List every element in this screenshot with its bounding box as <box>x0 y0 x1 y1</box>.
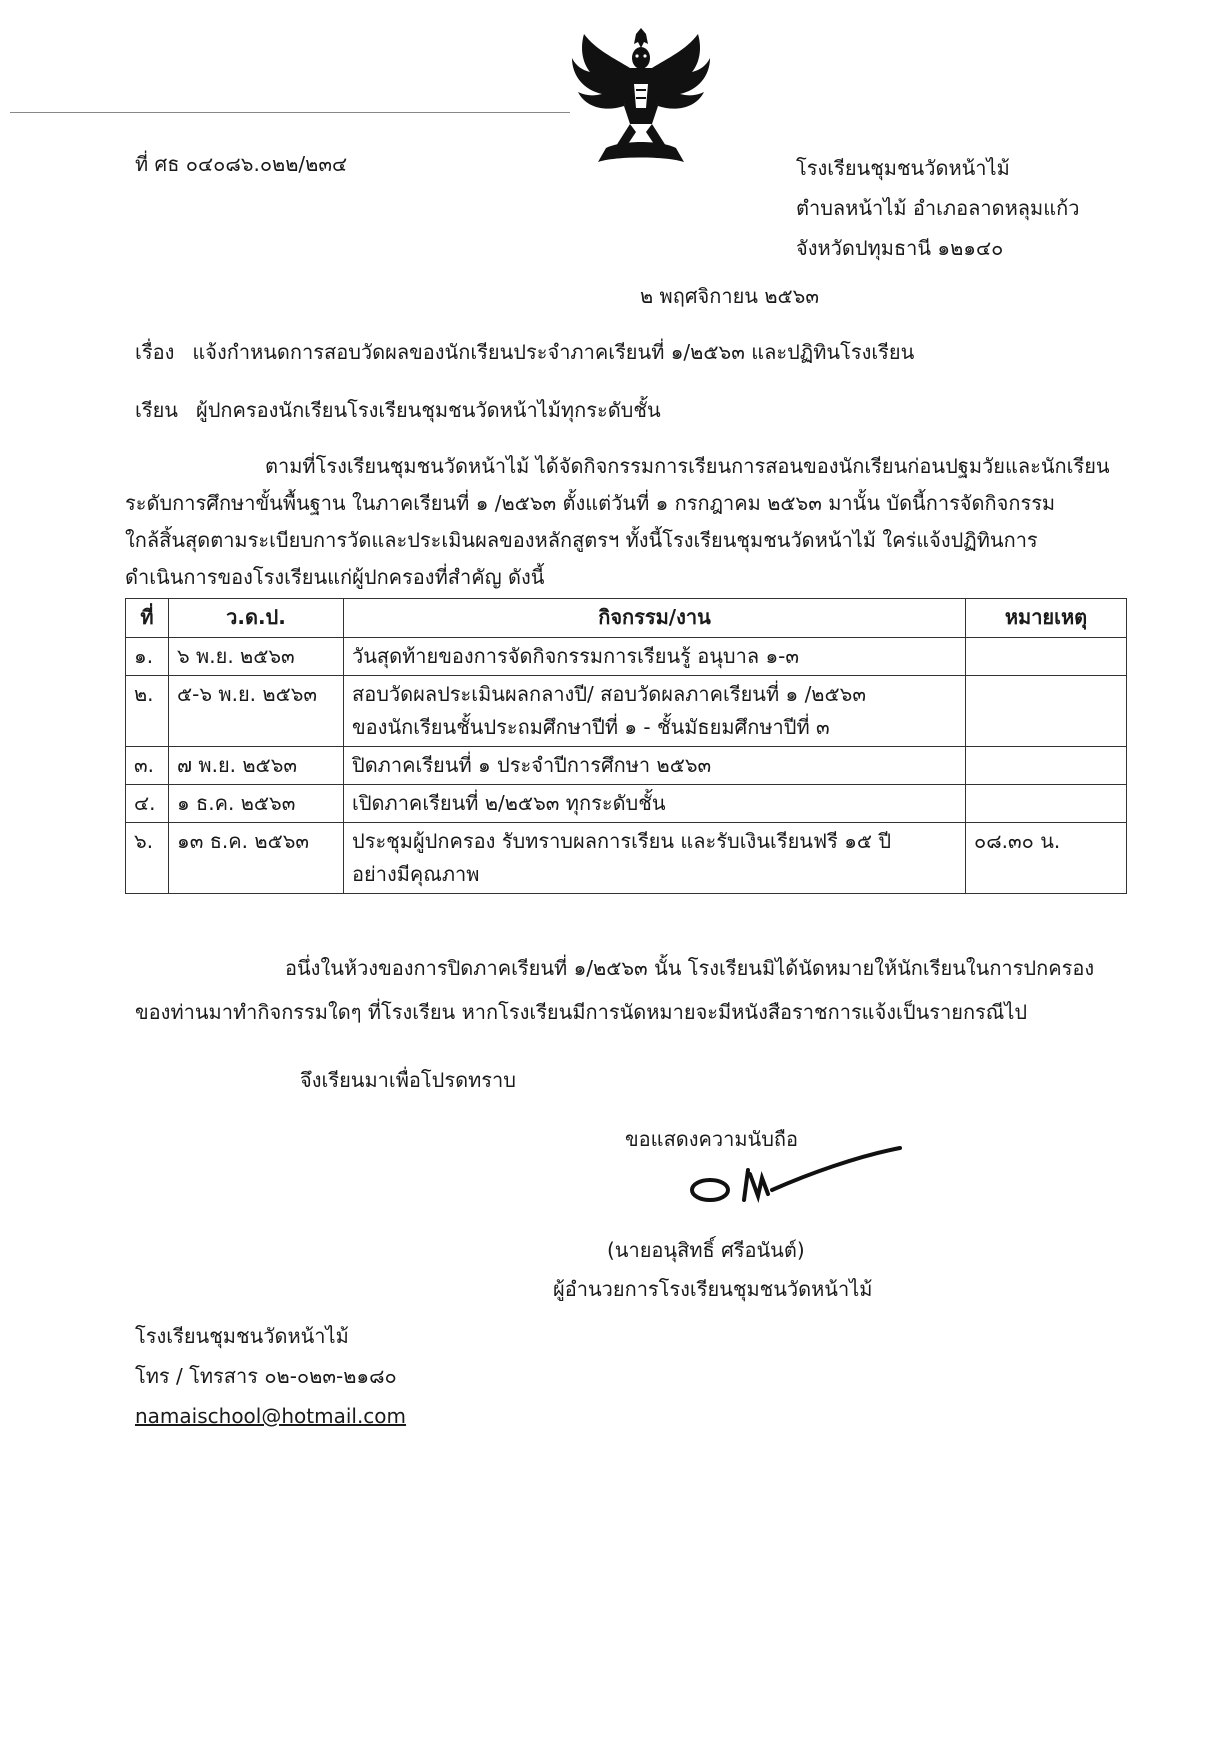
row-activity: เปิดภาคเรียนที่ ๒/๒๕๖๓ ทุกระดับชั้น <box>344 785 966 823</box>
address-line: ตำบลหน้าไม้ อำเภอลาดหลุมแก้ว <box>796 196 1080 220</box>
garuda-emblem-icon <box>566 28 716 178</box>
row-note <box>966 638 1127 676</box>
row-activity <box>344 823 966 894</box>
body-line: ดำเนินการของโรงเรียนแก่ผู้ปกครองที่สำคัญ ดังนี้ <box>125 565 545 589</box>
school-address <box>796 148 1079 268</box>
row-number: ๔. <box>126 785 169 823</box>
row-activity: ปิดภาคเรียนที่ ๑ ประจำปีการศึกษา ๒๕๖๓ <box>344 747 966 785</box>
row-activity <box>344 676 966 747</box>
activity-line: ของนักเรียนชั้นประถมศึกษาปีที่ ๑ - ชั้นมัธยมศึกษาปีที่ ๓ <box>352 715 830 739</box>
row-number: ๒. <box>126 676 169 747</box>
schedule-table <box>125 598 1127 894</box>
document-number: ที่ ศธ ๐๔๐๘๖.๐๒๒/๒๓๔ <box>135 152 348 176</box>
recipient-line <box>135 396 661 424</box>
table-row <box>126 747 1127 785</box>
row-note: ๐๘.๓๐ น. <box>966 823 1127 894</box>
signer-position: ผู้อำนวยการโรงเรียนชุมชนวัดหน้าไม้ <box>553 1277 873 1301</box>
footer-email-link[interactable]: namaischool@hotmail.com <box>135 1404 407 1428</box>
subject-text: แจ้งกำหนดการสอบวัดผลของนักเรียนประจำภาคเรียนที่ ๑/๒๕๖๓ และปฏิทินโรงเรียน <box>192 340 915 364</box>
column-header-activity: กิจกรรม/งาน <box>344 599 966 638</box>
row-number: ๑. <box>126 638 169 676</box>
row-date: ๑ ธ.ค. ๒๕๖๓ <box>169 785 344 823</box>
row-activity: วันสุดท้ายของการจัดกิจกรรมการเรียนรู้ อนุบาล ๑-๓ <box>344 638 966 676</box>
row-number: ๓. <box>126 747 169 785</box>
recipient-label: เรียน <box>135 398 178 422</box>
footer-phone: โทร / โทรสาร ๐๒-๐๒๓-๒๑๘๐ <box>135 1364 397 1388</box>
handwritten-signature-icon <box>688 1144 908 1214</box>
signer-name: (นายอนุสิทธิ์ ศรีอนันต์) <box>607 1238 805 1262</box>
activity-line: ประชุมผู้ปกครอง รับทราบผลการเรียน และรับเงินเรียนฟรี ๑๕ ปี <box>352 829 892 853</box>
column-header-no: ที่ <box>126 599 169 638</box>
column-header-note: หมายเหตุ <box>966 599 1127 638</box>
header-rule <box>10 112 570 113</box>
row-date: ๕-๖ พ.ย. ๒๕๖๓ <box>169 676 344 747</box>
row-note <box>966 676 1127 747</box>
closing-notice: จึงเรียนมาเพื่อโปรดทราบ <box>300 1068 516 1092</box>
table-row <box>126 823 1127 894</box>
table-header-row <box>126 599 1127 638</box>
row-date: ๑๓ ธ.ค. ๒๕๖๓ <box>169 823 344 894</box>
footer-contact <box>135 1316 406 1436</box>
address-line: โรงเรียนชุมชนวัดหน้าไม้ <box>796 156 1010 180</box>
closing-regards: ขอแสดงความนับถือ <box>625 1127 799 1151</box>
table-row <box>126 676 1127 747</box>
recipient-text: ผู้ปกครองนักเรียนโรงเรียนชุมชนวัดหน้าไม้ทุกระดับชั้น <box>195 398 661 422</box>
table-row <box>126 638 1127 676</box>
row-number: ๖. <box>126 823 169 894</box>
footer-school-name: โรงเรียนชุมชนวัดหน้าไม้ <box>135 1324 349 1348</box>
letter-date: ๒ พฤศจิกายน ๒๕๖๓ <box>640 284 820 308</box>
column-header-date: ว.ด.ป. <box>169 599 344 638</box>
body-line: ระดับการศึกษาขั้นพื้นฐาน ในภาคเรียนที่ ๑ /๒๕๖๓ ตั้งแต่วันที่ ๑ กรกฎาคม ๒๕๖๓ มานั้น บัดนี้การจัดกิจกรรม <box>125 491 1056 515</box>
paragraph-line: อนึ่งในห้วงของการปิดภาคเรียนที่ ๑/๒๕๖๓ นั้น โรงเรียนมิได้นัดหมายให้นักเรียนในการปกครอง <box>285 956 1095 980</box>
second-paragraph <box>135 946 1135 1034</box>
body-line: ใกล้สิ้นสุดตามระเบียบการวัดและประเมินผลของหลักสูตรฯ ทั้งนี้โรงเรียนชุมชนวัดหน้าไม้ ใคร่แจ้งปฏิทินการ <box>125 528 1038 552</box>
table-row <box>126 785 1127 823</box>
address-line: จังหวัดปทุมธานี ๑๒๑๔๐ <box>796 236 1004 260</box>
subject-label: เรื่อง <box>135 340 175 364</box>
paragraph-line: ของท่านมาทำกิจกรรมใดๆ ที่โรงเรียน หากโรงเรียนมีการนัดหมายจะมีหนังสือราชการแจ้งเป็นรายกรณีไป <box>135 1000 1028 1024</box>
activity-line: สอบวัดผลประเมินผลกลางปี/ สอบวัดผลภาคเรียนที่ ๑ /๒๕๖๓ <box>352 682 866 706</box>
activity-line: อย่างมีคุณภาพ <box>352 862 480 886</box>
body-line: ตามที่โรงเรียนชุมชนวัดหน้าไม้ ได้จัดกิจกรรมการเรียนการสอนของนักเรียนก่อนปฐมวัยและนักเรียน <box>265 454 1110 478</box>
row-date: ๖ พ.ย. ๒๕๖๓ <box>169 638 344 676</box>
row-note <box>966 747 1127 785</box>
row-note <box>966 785 1127 823</box>
row-date: ๗ พ.ย. ๒๕๖๓ <box>169 747 344 785</box>
body-paragraph <box>125 448 1135 596</box>
subject-line <box>135 338 914 366</box>
